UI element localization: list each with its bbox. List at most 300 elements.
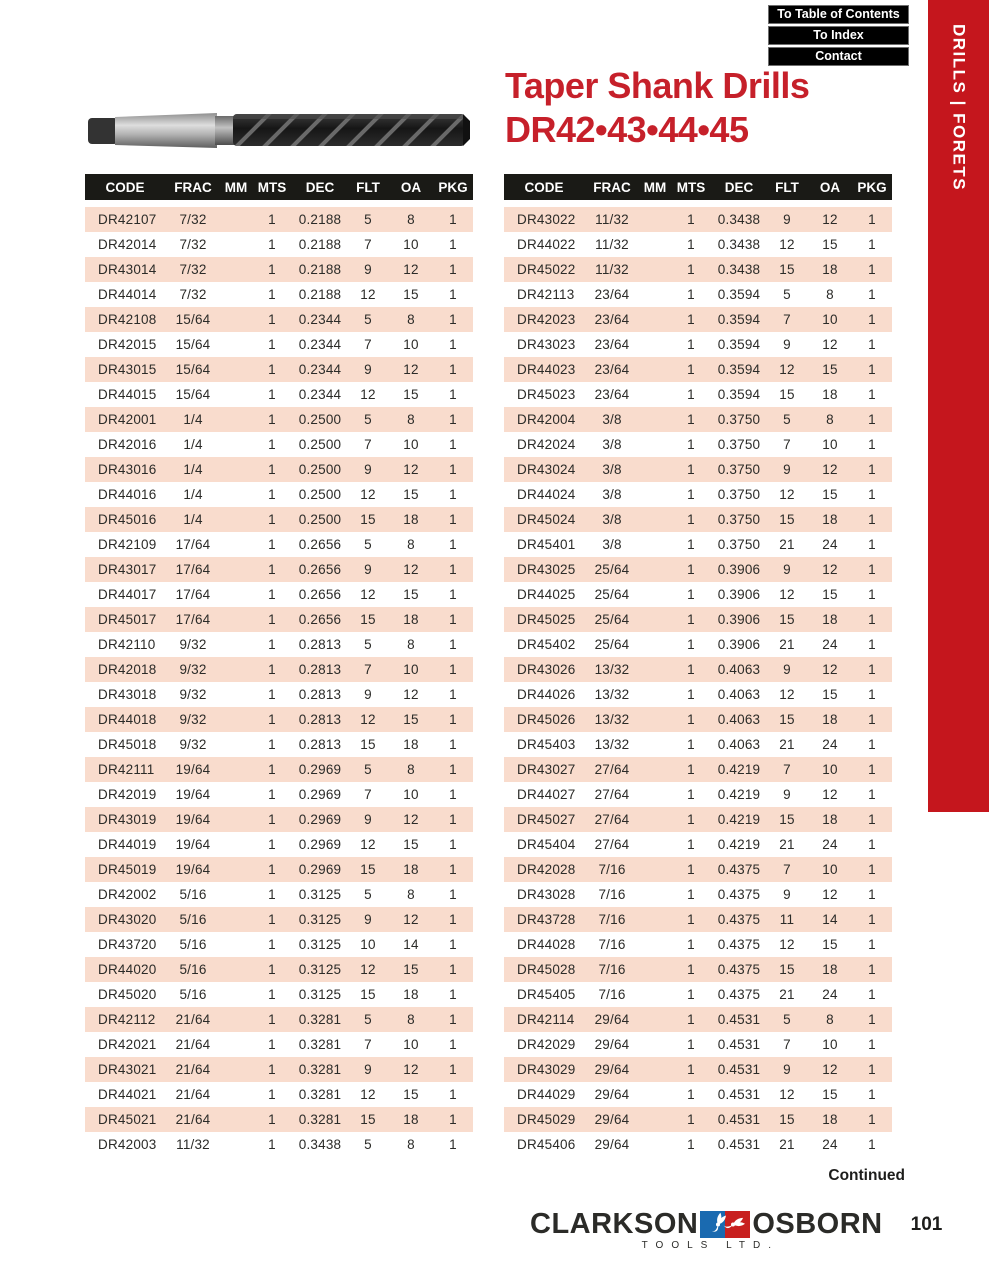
- table-cell: DR42110: [98, 637, 156, 652]
- table-cell: 0.4219: [717, 837, 761, 852]
- table-cell: DR44021: [98, 1087, 157, 1102]
- nav-to-table-of-contents[interactable]: To Table of Contents: [768, 5, 909, 24]
- drill-tip: [463, 114, 470, 146]
- table-cell: 0.2656: [298, 587, 342, 602]
- table-cell: 12: [360, 712, 376, 727]
- table-cell: DR44023: [517, 362, 576, 377]
- table-cell: 5: [364, 1012, 372, 1027]
- table-row: [504, 582, 892, 607]
- table-cell: DR45406: [517, 1137, 576, 1152]
- table-cell: 9: [364, 812, 372, 827]
- table-cell: 5: [364, 412, 372, 427]
- table-cell: 1: [449, 587, 457, 602]
- brand-osborn: OSBORN: [752, 1208, 883, 1240]
- table-cell: 8: [407, 637, 415, 652]
- table-cell: 0.3594: [717, 387, 761, 402]
- table-cell: 1: [449, 937, 457, 952]
- table-cell: 1: [687, 812, 695, 827]
- table-cell: 15: [822, 1087, 838, 1102]
- table-cell: DR42109: [98, 537, 157, 552]
- table-cell: 0.2500: [298, 487, 342, 502]
- table-cell: DR43720: [98, 937, 157, 952]
- table-cell: [640, 1107, 670, 1132]
- table-row: [85, 1032, 473, 1057]
- table-cell: 0.3906: [717, 612, 761, 627]
- table-row: [504, 557, 892, 582]
- table-cell: 7/16: [598, 962, 626, 977]
- table-cell: 1: [268, 1137, 276, 1152]
- table-cell: 19/64: [175, 787, 211, 802]
- table-cell: 12: [360, 487, 376, 502]
- table-cell: [221, 957, 251, 982]
- table-cell: 18: [822, 387, 838, 402]
- table-cell: 12: [779, 937, 795, 952]
- table-cell: 24: [822, 987, 838, 1002]
- table-cell: 1: [868, 487, 876, 502]
- table-cell: 0.4531: [717, 1012, 761, 1027]
- table-cell: 0.2656: [298, 562, 342, 577]
- table-cell: 12: [403, 562, 419, 577]
- table-cell: DR43021: [98, 1062, 157, 1077]
- table-cell: [640, 282, 670, 307]
- table-cell: 15/64: [175, 362, 211, 377]
- table-cell: 1: [268, 212, 276, 227]
- table-cell: 0.2344: [298, 362, 342, 377]
- table-cell: 0.3594: [717, 287, 761, 302]
- table-cell: DR44017: [98, 587, 157, 602]
- table-cell: 23/64: [594, 312, 630, 327]
- table-cell: 1: [868, 912, 876, 927]
- table-cell: 1: [687, 987, 695, 1002]
- table-cell: 15: [403, 587, 419, 602]
- taper-shank-drill-image: [85, 92, 471, 168]
- table-cell: 15/64: [175, 337, 211, 352]
- table-cell: 12: [822, 212, 838, 227]
- table-cell: 1: [449, 1037, 457, 1052]
- table-row: [85, 907, 473, 932]
- table-cell: DR43016: [98, 462, 157, 477]
- table-cell: 13/32: [594, 712, 630, 727]
- table-cell: 1: [449, 262, 457, 277]
- table-cell: 5/16: [179, 987, 207, 1002]
- table-cell: 9: [364, 362, 372, 377]
- table-cell: 0.3281: [298, 1087, 342, 1102]
- table-cell: [221, 1082, 251, 1107]
- table-cell: [221, 732, 251, 757]
- table-cell: 1/4: [183, 512, 203, 527]
- table-cell: 15: [779, 512, 795, 527]
- table-cell: 5: [364, 1137, 372, 1152]
- table-cell: 7: [783, 312, 791, 327]
- table-row: [85, 982, 473, 1007]
- table-cell: 1: [268, 762, 276, 777]
- table-cell: 1: [687, 212, 695, 227]
- table-row: [504, 682, 892, 707]
- table-cell: 1: [687, 1012, 695, 1027]
- nav-to-index[interactable]: To Index: [768, 26, 909, 45]
- table-cell: 1: [449, 512, 457, 527]
- table-cell: 1: [687, 337, 695, 352]
- table-cell: 5/16: [179, 937, 207, 952]
- table-cell: 7: [364, 437, 372, 452]
- table-cell: DR42023: [517, 312, 576, 327]
- table-row: [504, 382, 892, 407]
- table-cell: DR44019: [98, 837, 157, 852]
- table-cell: 0.4219: [717, 762, 761, 777]
- table-cell: DR42111: [98, 762, 155, 777]
- table-cell: DR45026: [517, 712, 576, 727]
- table-cell: 11: [779, 912, 795, 927]
- drill-table-right-grid: [504, 174, 892, 1157]
- table-row: [85, 257, 473, 282]
- table-cell: 1: [268, 337, 276, 352]
- table-cell: 5/16: [179, 887, 207, 902]
- table-cell: 15: [403, 387, 419, 402]
- table-cell: [640, 657, 670, 682]
- table-cell: DR42108: [98, 312, 157, 327]
- table-cell: [221, 982, 251, 1007]
- table-cell: 1: [268, 587, 276, 602]
- table-cell: 23/64: [594, 362, 630, 377]
- table-cell: 15: [360, 862, 376, 877]
- table-cell: 15: [822, 937, 838, 952]
- table-cell: 1: [687, 1137, 695, 1152]
- table-cell: [221, 707, 251, 732]
- table-cell: [221, 1057, 251, 1082]
- table-cell: 10: [403, 787, 419, 802]
- table-cell: 10: [403, 337, 419, 352]
- table-cell: 0.3906: [717, 562, 761, 577]
- table-cell: 7/32: [179, 287, 207, 302]
- table-cell: [221, 1107, 251, 1132]
- table-cell: 1: [268, 562, 276, 577]
- table-cell: 0.4531: [717, 1037, 761, 1052]
- table-cell: DR43018: [98, 687, 157, 702]
- table-cell: 1: [268, 462, 276, 477]
- table-cell: 1: [868, 612, 876, 627]
- table-cell: 1: [449, 562, 457, 577]
- table-cell: [640, 682, 670, 707]
- table-cell: DR44025: [517, 587, 576, 602]
- table-cell: 1: [449, 312, 457, 327]
- table-cell: [640, 257, 670, 282]
- table-cell: DR42001: [98, 412, 157, 427]
- table-cell: 1/4: [183, 487, 203, 502]
- table-cell: 8: [407, 412, 415, 427]
- table-cell: 10: [360, 937, 376, 952]
- table-cell: [640, 982, 670, 1007]
- table-cell: 0.2188: [298, 212, 342, 227]
- table-cell: 1/4: [183, 462, 203, 477]
- nav-buttons: [768, 5, 909, 66]
- table-cell: DR43028: [517, 887, 576, 902]
- table-cell: 1: [449, 987, 457, 1002]
- table-cell: 0.4375: [717, 937, 761, 952]
- table-cell: DR43020: [98, 912, 157, 927]
- table-cell: 9: [783, 1062, 791, 1077]
- table-row: [504, 782, 892, 807]
- table-cell: DR42028: [517, 862, 576, 877]
- table-cell: 18: [403, 987, 419, 1002]
- table-cell: 1: [268, 787, 276, 802]
- table-row: [504, 982, 892, 1007]
- table-row: [85, 757, 473, 782]
- table-cell: DR44026: [517, 687, 576, 702]
- table-cell: 5: [364, 537, 372, 552]
- table-cell: DR42015: [98, 337, 157, 352]
- table-cell: 1: [449, 687, 457, 702]
- table-cell: 21/64: [175, 1087, 211, 1102]
- table-cell: 0.3125: [298, 987, 342, 1002]
- column-header: OA: [808, 174, 852, 204]
- table-cell: 1: [687, 637, 695, 652]
- table-cell: 1: [687, 387, 695, 402]
- table-cell: 0.3438: [717, 237, 761, 252]
- section-side-tab: [928, 0, 989, 812]
- table-row: [504, 1107, 892, 1132]
- table-cell: 12: [360, 837, 376, 852]
- table-cell: [221, 282, 251, 307]
- table-cell: 1: [687, 912, 695, 927]
- table-cell: 7: [783, 762, 791, 777]
- table-cell: 18: [403, 612, 419, 627]
- table-row: [85, 382, 473, 407]
- table-cell: 1: [868, 537, 876, 552]
- table-cell: 15: [822, 362, 838, 377]
- column-header: MTS: [670, 174, 712, 204]
- table-cell: 0.3906: [717, 587, 761, 602]
- table-row: [504, 1057, 892, 1082]
- table-cell: 3/8: [602, 512, 622, 527]
- table-cell: 15: [360, 737, 376, 752]
- table-row: [504, 732, 892, 757]
- table-cell: 0.4063: [717, 712, 761, 727]
- table-cell: 3/8: [602, 462, 622, 477]
- continued-label: Continued: [828, 1167, 905, 1184]
- table-cell: DR45402: [517, 637, 576, 652]
- nav-contact[interactable]: Contact: [768, 47, 909, 66]
- table-cell: 1: [687, 587, 695, 602]
- table-cell: [221, 457, 251, 482]
- table-row: [504, 232, 892, 257]
- table-cell: [640, 432, 670, 457]
- table-cell: 0.4063: [717, 662, 761, 677]
- table-cell: 12: [403, 362, 419, 377]
- table-cell: 15: [403, 962, 419, 977]
- table-cell: DR42107: [98, 212, 157, 227]
- table-cell: 21: [779, 737, 795, 752]
- table-cell: 1: [268, 287, 276, 302]
- table-cell: 1: [687, 362, 695, 377]
- table-cell: [640, 482, 670, 507]
- table-cell: 24: [822, 537, 838, 552]
- table-cell: 11/32: [595, 212, 629, 227]
- table-row: [85, 282, 473, 307]
- clarkson-osborn-logo-icon: [700, 1211, 750, 1238]
- table-cell: 1: [687, 1087, 695, 1102]
- table-cell: 10: [822, 762, 838, 777]
- table-cell: DR42002: [98, 887, 157, 902]
- table-cell: [221, 857, 251, 882]
- table-cell: 1: [868, 1012, 876, 1027]
- table-cell: 0.4375: [717, 912, 761, 927]
- page-footer: [530, 1210, 942, 1251]
- side-tab-label: DRILLS | FORETS: [949, 24, 969, 192]
- table-cell: [221, 257, 251, 282]
- table-cell: DR45027: [517, 812, 576, 827]
- table-cell: DR44028: [517, 937, 576, 952]
- table-cell: DR42003: [98, 1137, 157, 1152]
- table-cell: 0.4063: [717, 687, 761, 702]
- table-cell: 1: [868, 1087, 876, 1102]
- table-cell: DR45017: [98, 612, 157, 627]
- table-cell: 1: [449, 1012, 457, 1027]
- table-cell: 7/16: [598, 937, 626, 952]
- table-row: [85, 932, 473, 957]
- table-cell: [221, 657, 251, 682]
- table-cell: 13/32: [594, 687, 630, 702]
- table-cell: 12: [360, 1087, 376, 1102]
- table-cell: [640, 582, 670, 607]
- table-cell: 5: [364, 637, 372, 652]
- table-cell: 9/32: [179, 687, 207, 702]
- table-cell: DR45029: [517, 1112, 576, 1127]
- table-cell: 1: [449, 1112, 457, 1127]
- table-cell: 18: [403, 737, 419, 752]
- drill-table-left: [85, 174, 473, 1157]
- column-header: PKG: [433, 174, 473, 204]
- table-cell: [221, 607, 251, 632]
- table-cell: 9: [783, 662, 791, 677]
- table-row: [504, 882, 892, 907]
- table-cell: [221, 357, 251, 382]
- table-cell: 5: [364, 312, 372, 327]
- table-cell: 8: [407, 1137, 415, 1152]
- table-cell: 17/64: [175, 612, 211, 627]
- table-cell: [640, 882, 670, 907]
- table-cell: [640, 507, 670, 532]
- table-row: [85, 407, 473, 432]
- table-cell: 1: [268, 387, 276, 402]
- table-cell: DR45021: [98, 1112, 157, 1127]
- table-cell: 1: [687, 837, 695, 852]
- table-cell: 18: [822, 512, 838, 527]
- table-row: [85, 1007, 473, 1032]
- table-cell: 1: [449, 337, 457, 352]
- table-row: [85, 707, 473, 732]
- table-cell: 7: [364, 787, 372, 802]
- table-cell: [221, 807, 251, 832]
- table-cell: 1: [449, 637, 457, 652]
- table-cell: 11/32: [595, 237, 629, 252]
- table-cell: [221, 204, 251, 233]
- table-cell: 1: [268, 537, 276, 552]
- table-cell: 0.4531: [717, 1062, 761, 1077]
- table-cell: 1: [268, 937, 276, 952]
- table-cell: 10: [403, 437, 419, 452]
- table-cell: 3/8: [602, 487, 622, 502]
- table-cell: 10: [822, 1037, 838, 1052]
- table-cell: 0.3906: [717, 637, 761, 652]
- table-cell: 0.2813: [298, 637, 342, 652]
- table-cell: 1: [268, 862, 276, 877]
- table-row: [85, 857, 473, 882]
- table-row: [85, 607, 473, 632]
- table-cell: 1: [868, 512, 876, 527]
- table-cell: DR43019: [98, 812, 157, 827]
- table-cell: 17/64: [175, 537, 211, 552]
- drill-tang: [88, 118, 118, 144]
- table-cell: DR42029: [517, 1037, 576, 1052]
- table-cell: 1: [687, 462, 695, 477]
- table-row: [504, 307, 892, 332]
- table-cell: DR42018: [98, 662, 157, 677]
- table-cell: 0.4219: [717, 812, 761, 827]
- table-cell: [640, 832, 670, 857]
- table-cell: 1: [268, 637, 276, 652]
- table-cell: 1: [268, 912, 276, 927]
- table-cell: 9: [783, 337, 791, 352]
- table-cell: 1: [868, 212, 876, 227]
- table-cell: 9/32: [179, 637, 207, 652]
- table-cell: 0.4375: [717, 987, 761, 1002]
- table-cell: 1: [268, 437, 276, 452]
- table-cell: [221, 557, 251, 582]
- table-cell: 1: [268, 812, 276, 827]
- table-cell: [640, 957, 670, 982]
- table-cell: 3/8: [602, 537, 622, 552]
- table-cell: 1: [687, 562, 695, 577]
- table-cell: 18: [822, 962, 838, 977]
- table-cell: 9/32: [179, 662, 207, 677]
- table-cell: 8: [826, 287, 834, 302]
- table-cell: 13/32: [594, 737, 630, 752]
- table-cell: [221, 682, 251, 707]
- table-cell: DR44018: [98, 712, 157, 727]
- table-row: [85, 307, 473, 332]
- table-cell: 15/64: [175, 312, 211, 327]
- table-cell: 0.2969: [298, 837, 342, 852]
- table-cell: 1: [449, 712, 457, 727]
- table-cell: 7/16: [598, 887, 626, 902]
- table-cell: 1: [449, 537, 457, 552]
- table-cell: DR45023: [517, 387, 576, 402]
- table-cell: 0.2969: [298, 812, 342, 827]
- table-cell: 9: [364, 912, 372, 927]
- table-row: [85, 457, 473, 482]
- table-cell: [640, 1007, 670, 1032]
- table-cell: 1: [268, 312, 276, 327]
- table-row: [85, 957, 473, 982]
- table-cell: 0.3750: [717, 512, 761, 527]
- table-cell: 1: [268, 1037, 276, 1052]
- table-cell: 1: [268, 662, 276, 677]
- table-cell: 1: [687, 487, 695, 502]
- table-cell: 27/64: [594, 762, 630, 777]
- table-header-row: [504, 174, 892, 204]
- table-cell: 0.3750: [717, 437, 761, 452]
- table-cell: 9: [364, 562, 372, 577]
- table-cell: 9: [783, 562, 791, 577]
- table-cell: [221, 632, 251, 657]
- table-cell: 15: [779, 712, 795, 727]
- table-row: [504, 832, 892, 857]
- table-cell: 0.2969: [298, 862, 342, 877]
- table-cell: 0.3125: [298, 912, 342, 927]
- table-cell: [640, 707, 670, 732]
- table-cell: 10: [822, 437, 838, 452]
- table-cell: 12: [403, 812, 419, 827]
